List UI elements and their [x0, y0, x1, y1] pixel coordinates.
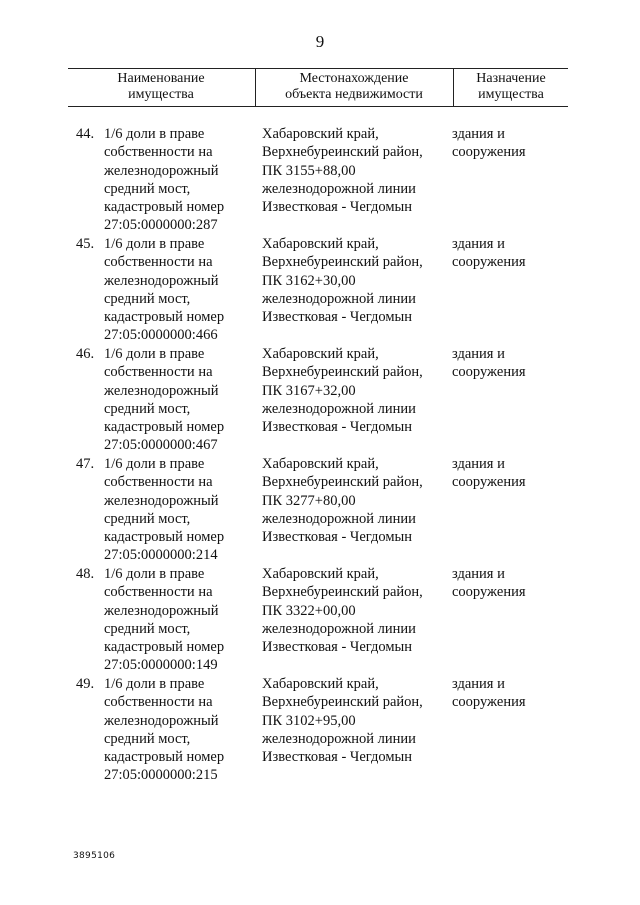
row-location-line: железнодорожной линии [262, 730, 416, 747]
table-row [0, 235, 640, 345]
row-location [262, 455, 447, 546]
row-location-line: железнодорожной линии [262, 290, 416, 307]
header-line: Назначение [476, 71, 546, 86]
header-location [256, 71, 452, 103]
row-location-line: Известковая - Чегдомын [262, 419, 413, 436]
header-line: Наименование [117, 71, 205, 86]
row-purpose-line: здания и [452, 236, 505, 252]
row-description-line: собственности на [104, 474, 213, 491]
row-description-line: 27:05:0000000:149 [104, 657, 218, 674]
row-description [104, 675, 254, 785]
row-location-line: Известковая - Чегдомын [262, 529, 413, 546]
row-description-line: 27:05:0000000:287 [104, 217, 218, 234]
row-description [104, 235, 254, 345]
row-description-line: средний мост, [104, 510, 191, 527]
row-number: 45. [76, 236, 95, 252]
row-description [104, 565, 254, 675]
row-description-line: собственности на [104, 694, 213, 711]
row-location-line: ПК 3102+95,00 [262, 712, 356, 729]
row-purpose [452, 675, 562, 712]
header-line: имущества [128, 87, 194, 102]
row-purpose-line: здания и [452, 566, 505, 582]
row-description-line: 27:05:0000000:214 [104, 547, 218, 564]
row-location-line: Верхнебуреинский район, [262, 474, 423, 491]
row-purpose-line: здания и [452, 346, 505, 362]
row-location-line: Верхнебуреинский район, [262, 694, 423, 711]
row-description [104, 345, 254, 455]
row-location-line: Верхнебуреинский район, [262, 144, 423, 161]
row-description-line: железнодорожный [104, 272, 219, 289]
header-line: объекта недвижимости [285, 87, 423, 102]
row-description-line: железнодорожный [104, 382, 219, 399]
row-description-line: средний мост, [104, 620, 191, 637]
row-purpose [452, 345, 562, 382]
row-location [262, 345, 447, 436]
row-location-line: ПК 3277+80,00 [262, 492, 356, 509]
row-description-line: кадастровый номер [104, 419, 225, 436]
page-number: 9 [315, 32, 325, 51]
row-purpose-line: сооружения [452, 584, 526, 601]
row-location-line: Хабаровский край, [262, 676, 379, 692]
row-purpose-line: сооружения [452, 474, 526, 491]
row-description-line: железнодорожный [104, 492, 219, 509]
row-description-line: средний мост, [104, 290, 191, 307]
row-description-line: 27:05:0000000:466 [104, 327, 218, 344]
row-location-line: Верхнебуреинский район, [262, 584, 423, 601]
table-row [0, 455, 640, 565]
row-location-line: Хабаровский край, [262, 126, 379, 142]
table-row [0, 345, 640, 455]
row-purpose [452, 565, 562, 602]
row-description-line: собственности на [104, 254, 213, 271]
row-number: 48. [76, 566, 95, 582]
row-description-line: кадастровый номер [104, 529, 225, 546]
row-description-line: 27:05:0000000:215 [104, 767, 218, 784]
row-purpose-line: сооружения [452, 144, 526, 161]
row-description-line: 1/6 доли в праве [104, 236, 205, 252]
row-description [104, 455, 254, 565]
row-description-line: железнодорожный [104, 712, 219, 729]
row-location [262, 675, 447, 766]
header-name-of-property [68, 71, 254, 103]
document-code: 3895106 [73, 851, 116, 861]
row-description-line: собственности на [104, 364, 213, 381]
row-description-line: средний мост, [104, 730, 191, 747]
row-location-line: Верхнебуреинский район, [262, 364, 423, 381]
table-header [68, 68, 568, 107]
row-purpose-line: сооружения [452, 254, 526, 271]
row-description-line: средний мост, [104, 180, 191, 197]
row-purpose-line: здания и [452, 456, 505, 472]
row-purpose-line: сооружения [452, 694, 526, 711]
row-location-line: Известковая - Чегдомын [262, 639, 413, 656]
row-description-line: кадастровый номер [104, 749, 225, 766]
row-location-line: ПК 3155+88,00 [262, 162, 356, 179]
row-location [262, 235, 447, 326]
row-location-line: Известковая - Чегдомын [262, 199, 413, 216]
row-location-line: Хабаровский край, [262, 236, 379, 252]
header-purpose [454, 71, 568, 103]
row-description-line: кадастровый номер [104, 309, 225, 326]
row-description-line: кадастровый номер [104, 639, 225, 656]
row-description [104, 125, 254, 235]
row-description-line: железнодорожный [104, 602, 219, 619]
row-number: 47. [76, 456, 95, 472]
row-description-line: кадастровый номер [104, 199, 225, 216]
row-description-line: 1/6 доли в праве [104, 676, 205, 692]
row-location-line: железнодорожной линии [262, 510, 416, 527]
row-description-line: средний мост, [104, 400, 191, 417]
row-number: 49. [76, 676, 95, 692]
table-body [0, 125, 640, 785]
header-line: Местонахождение [299, 71, 409, 86]
row-location-line: Верхнебуреинский район, [262, 254, 423, 271]
row-location-line: Хабаровский край, [262, 456, 379, 472]
row-location-line: Известковая - Чегдомын [262, 749, 413, 766]
row-location-line: железнодорожной линии [262, 400, 416, 417]
header-line: имущества [478, 87, 544, 102]
row-purpose [452, 455, 562, 492]
row-description-line: 1/6 доли в праве [104, 346, 205, 362]
row-purpose-line: здания и [452, 676, 505, 692]
row-description-line: 1/6 доли в праве [104, 566, 205, 582]
row-description-line: 1/6 доли в праве [104, 126, 205, 142]
row-location-line: ПК 3167+32,00 [262, 382, 356, 399]
row-purpose-line: сооружения [452, 364, 526, 381]
row-location-line: ПК 3162+30,00 [262, 272, 356, 289]
row-description-line: 27:05:0000000:467 [104, 437, 218, 454]
row-number: 44. [76, 126, 95, 142]
row-purpose [452, 235, 562, 272]
row-description-line: собственности на [104, 144, 213, 161]
row-location-line: железнодорожной линии [262, 180, 416, 197]
table-row [0, 675, 640, 785]
table-row [0, 565, 640, 675]
row-description-line: 1/6 доли в праве [104, 456, 205, 472]
row-location [262, 125, 447, 216]
row-purpose-line: здания и [452, 126, 505, 142]
row-purpose [452, 125, 562, 162]
row-number: 46. [76, 346, 95, 362]
row-location-line: железнодорожной линии [262, 620, 416, 637]
row-description-line: железнодорожный [104, 162, 219, 179]
row-location-line: Хабаровский край, [262, 566, 379, 582]
table-row [0, 125, 640, 235]
row-location-line: ПК 3322+00,00 [262, 602, 356, 619]
row-location-line: Хабаровский край, [262, 346, 379, 362]
row-location [262, 565, 447, 656]
row-location-line: Известковая - Чегдомын [262, 309, 413, 326]
row-description-line: собственности на [104, 584, 213, 601]
